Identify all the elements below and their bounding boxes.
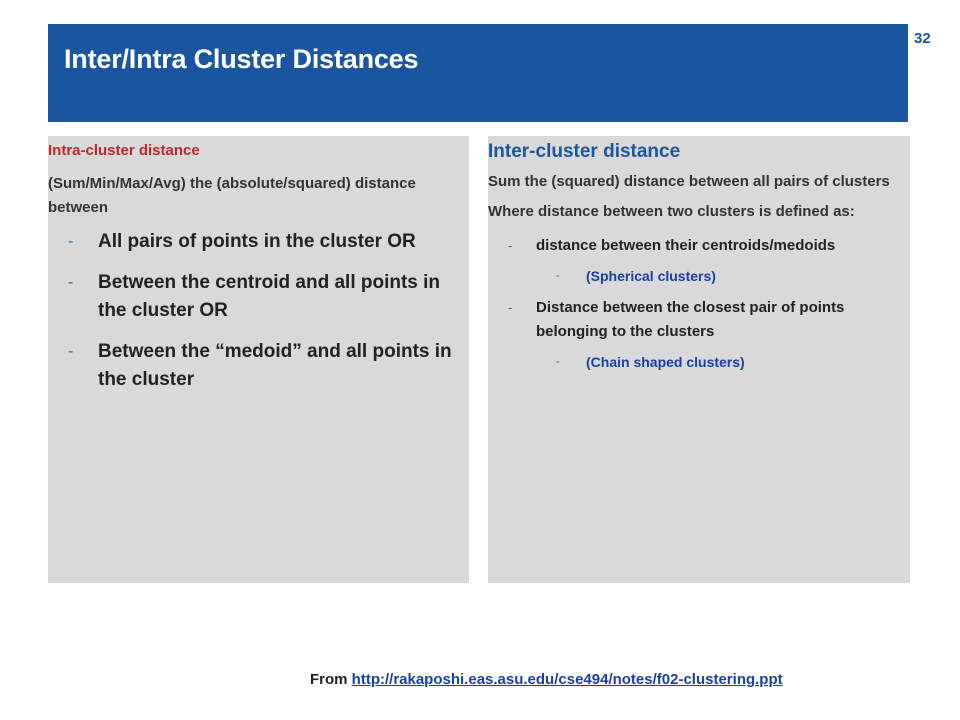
list-item-text: distance between their centroids/medoids xyxy=(536,237,836,254)
list-item-text: Distance between the closest pair of points belonging to the clusters xyxy=(536,299,845,340)
inter-cluster-panel xyxy=(488,136,910,583)
list-item xyxy=(48,269,459,325)
inter-cluster-para-1: Sum the (squared) distance between all pairs of clusters xyxy=(488,173,890,190)
sub-list-item-text: (Chain shaped clusters) xyxy=(586,354,745,370)
intra-cluster-panel xyxy=(48,136,469,583)
page-number: 32 xyxy=(914,30,931,47)
list-item xyxy=(488,296,906,372)
bullet-dash-icon: - xyxy=(68,343,74,360)
inter-cluster-para-2: Where distance between two clusters is defined as: xyxy=(488,203,855,220)
inter-cluster-list xyxy=(488,234,906,372)
list-item xyxy=(488,234,906,286)
title-bar xyxy=(48,24,908,122)
bullet-dash-icon: - xyxy=(508,300,513,315)
list-item-text: Between the “medoid” and all points in the cluster xyxy=(98,341,452,390)
intra-cluster-list xyxy=(48,228,459,394)
source-link[interactable]: http://rakaposhi.eas.asu.edu/cse494/notes/f02-clustering.ppt xyxy=(351,671,783,688)
slide-title: Inter/Intra Cluster Distances xyxy=(64,44,419,74)
footer-prefix: From xyxy=(310,671,348,688)
intra-cluster-intro: (Sum/Min/Max/Avg) the (absolute/squared) distance between xyxy=(48,175,416,216)
list-item-text: All pairs of points in the cluster OR xyxy=(98,231,416,252)
inter-cluster-heading: Inter-cluster distance xyxy=(488,141,681,162)
sub-list xyxy=(536,352,906,372)
bullet-dash-icon: - xyxy=(68,233,74,250)
bullet-dash-icon: - xyxy=(68,274,74,291)
sub-list xyxy=(536,266,906,286)
list-item-text: Between the centroid and all points in the cluster OR xyxy=(98,272,441,321)
sub-list-item-text: (Spherical clusters) xyxy=(586,268,716,284)
sub-list-item xyxy=(536,266,906,286)
intra-cluster-heading: Intra-cluster distance xyxy=(48,142,200,159)
bullet-dash-icon: - xyxy=(556,270,560,282)
bullet-dash-icon: - xyxy=(556,356,560,368)
source-footer xyxy=(310,671,783,688)
list-item xyxy=(48,338,459,394)
sub-list-item xyxy=(536,352,906,372)
list-item xyxy=(48,228,459,256)
bullet-dash-icon: - xyxy=(508,238,513,253)
